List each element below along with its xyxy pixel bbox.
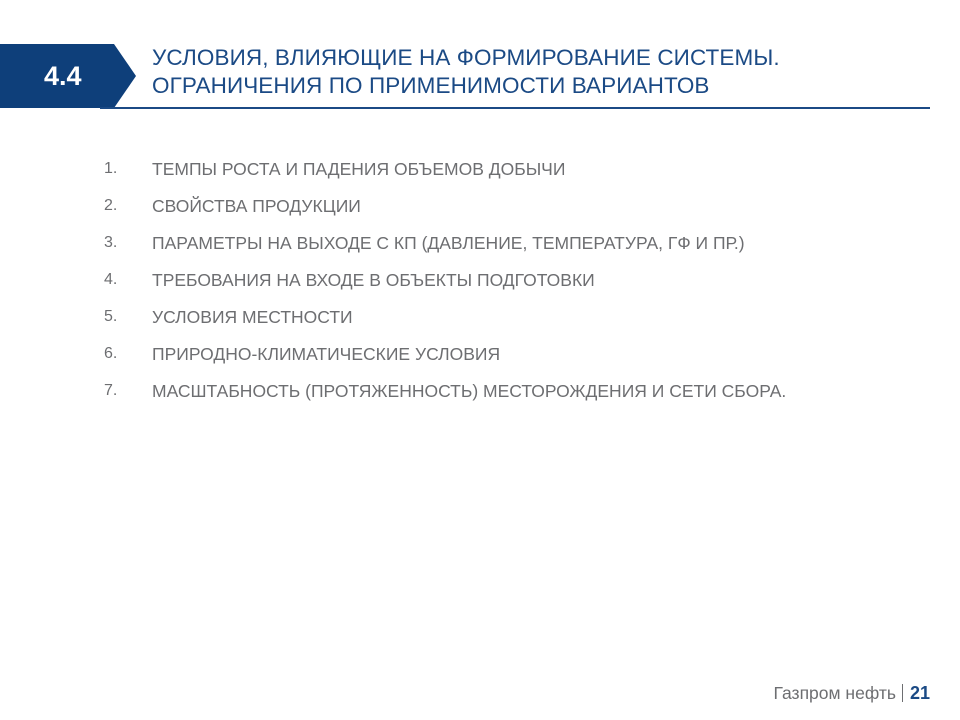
slide-title-line-1: УСЛОВИЯ, ВЛИЯЮЩИЕ НА ФОРМИРОВАНИЕ СИСТЕМЫ. [152, 45, 780, 70]
list-item-text: ПАРАМЕТРЫ НА ВЫХОДЕ С КП (ДАВЛЕНИЕ, ТЕМПЕРАТУРА, ГФ И ПР.) [152, 233, 745, 253]
list-item-text: ТРЕБОВАНИЯ НА ВХОДЕ В ОБЪЕКТЫ ПОДГОТОВКИ [152, 270, 595, 290]
page-number: 21 [909, 682, 930, 703]
footer-brand: Газпром нефть [773, 682, 896, 703]
conditions-list [104, 156, 824, 415]
title-divider [100, 107, 930, 109]
footer [774, 680, 930, 706]
list-item [104, 304, 824, 330]
list-item [104, 193, 824, 219]
list-item-number: 7. [104, 382, 118, 399]
list-item [104, 230, 824, 256]
footer-separator [902, 684, 903, 702]
list-item-text: МАСШТАБНОСТЬ (ПРОТЯЖЕННОСТЬ) МЕСТОРОЖДЕНИЯ И СЕТИ СБОРА. [152, 381, 787, 401]
list-item-number: 6. [104, 345, 118, 362]
list-item-number: 5. [104, 308, 118, 325]
list-item [104, 378, 824, 404]
list-item-number: 3. [104, 234, 118, 251]
list-item-number: 1. [104, 160, 118, 177]
list-item-number: 2. [104, 197, 118, 214]
section-number: 4.4 [44, 61, 82, 91]
section-badge [0, 44, 136, 108]
list-item [104, 267, 824, 293]
list-item-text: УСЛОВИЯ МЕСТНОСТИ [152, 307, 353, 327]
slide-title [152, 44, 932, 100]
list-item-text: СВОЙСТВА ПРОДУКЦИИ [152, 196, 361, 216]
list-item-text: ТЕМПЫ РОСТА И ПАДЕНИЯ ОБЪЕМОВ ДОБЫЧИ [152, 159, 566, 179]
list-item-number: 4. [104, 271, 118, 288]
list-item [104, 341, 824, 367]
slide-title-line-2: ОГРАНИЧЕНИЯ ПО ПРИМЕНИМОСТИ ВАРИАНТОВ [152, 73, 710, 98]
list-item-text: ПРИРОДНО-КЛИМАТИЧЕСКИЕ УСЛОВИЯ [152, 344, 501, 364]
list-item [104, 156, 824, 182]
